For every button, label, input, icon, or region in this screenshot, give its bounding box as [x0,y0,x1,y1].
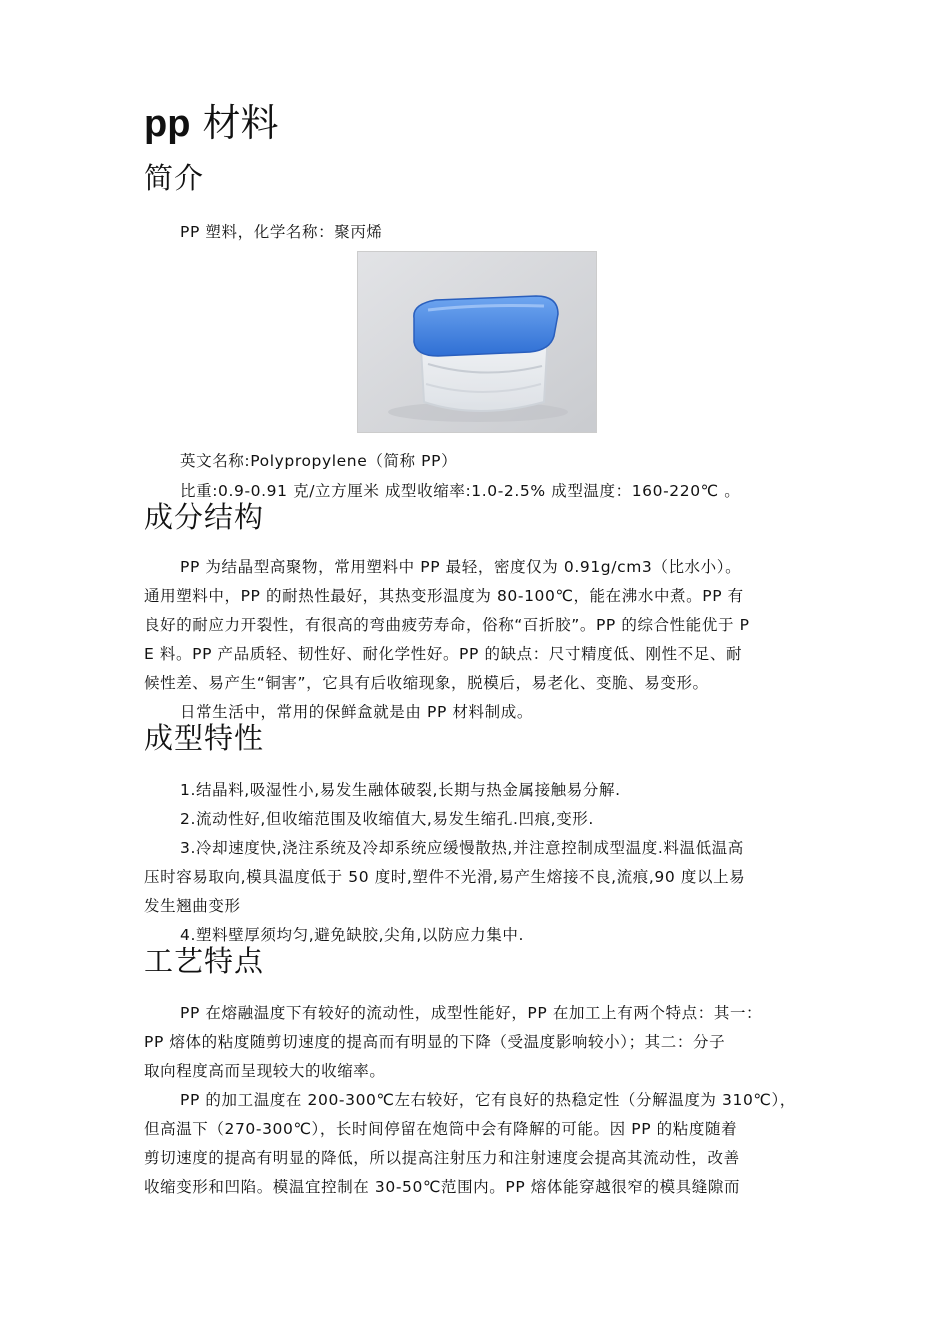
process-line-5: 但高温下（270-300℃），长时间停留在炮筒中会有降解的可能。因 PP 的粘度随着 [144,1120,738,1138]
composition-line-2: 通用塑料中，PP 的耐热性最好，其热变形温度为 80-100℃，能在沸水中煮。PP 有 [144,587,744,605]
process-line-1: PP 在熔融温度下有较好的流动性，成型性能好，PP 在加工上有两个特点：其一： [180,1004,763,1022]
composition-line-6: 日常生活中，常用的保鲜盒就是由 PP 材料制成。 [180,703,533,721]
molding-line-5: 发生翘曲变形 [144,897,241,915]
document-title [144,100,279,147]
process-line-4: PP 的加工温度在 200-300℃左右较好，它有良好的热稳定性（分解温度为 310℃）， [180,1091,796,1109]
composition-line-4: E 料。PP 产品质轻、韧性好、耐化学性好。PP 的缺点：尺寸精度低、刚性不足、耐 [144,645,743,663]
intro-line-chemical-name: PP 塑料，化学名称：聚丙烯 [180,223,383,241]
process-line-7: 收缩变形和凹陷。模温宜控制在 30-50℃范围内。PP 熔体能穿越很窄的模具缝隙而 [144,1178,741,1196]
product-photo [357,251,597,433]
composition-line-3: 良好的耐应力开裂性，有很高的弯曲疲劳寿命，俗称“百折胶”。PP 的综合性能优于 P [144,616,750,634]
molding-line-1: 1.结晶料,吸湿性小,易发生融体破裂,长期与热金属接触易分解. [180,781,621,799]
heading-molding: 成型特性 [144,721,265,755]
molding-line-3: 3.冷却速度快,浇注系统及冷却系统应缓慢散热,并注意控制成型温度.料温低温高 [180,839,744,857]
process-line-3: 取向程度高而呈现较大的收缩率。 [144,1062,386,1080]
molding-line-4: 压时容易取向,模具温度低于 50 度时,塑件不光滑,易产生熔接不良,流痕,90 度以上易 [144,868,746,886]
heading-composition: 成分结构 [144,500,265,534]
container-photo-graphic [358,252,597,433]
intro-line-properties: 比重:0.9-0.91 克/立方厘米 成型收缩率:1.0-2.5% 成型温度：160-220℃ 。 [180,482,741,500]
composition-line-1: PP 为结晶型高聚物，常用塑料中 PP 最轻，密度仅为 0.91g/cm3（比水小）。 [180,558,742,576]
molding-line-2: 2.流动性好,但收缩范围及收缩值大,易发生缩孔.凹痕,变形. [180,810,594,828]
title-latin: pp [144,103,191,145]
process-line-6: 剪切速度的提高有明显的降低，所以提高注射压力和注射速度会提高其流动性，改善 [144,1149,740,1167]
heading-intro: 简介 [144,161,205,195]
heading-process: 工艺特点 [144,944,265,978]
composition-line-5: 候性差、易产生“铜害”，它具有后收缩现象，脱模后，易老化、变脆、易变形。 [144,674,709,692]
intro-line-english-name: 英文名称:Polypropylene（简称 PP） [180,452,458,470]
process-line-2: PP 熔体的粘度随剪切速度的提高而有明显的下降（受温度影响较小）；其二：分子 [144,1033,726,1051]
molding-line-6: 4.塑料壁厚须均匀,避免缺胶,尖角,以防应力集中. [180,926,524,944]
title-chinese: 材料 [202,101,279,145]
